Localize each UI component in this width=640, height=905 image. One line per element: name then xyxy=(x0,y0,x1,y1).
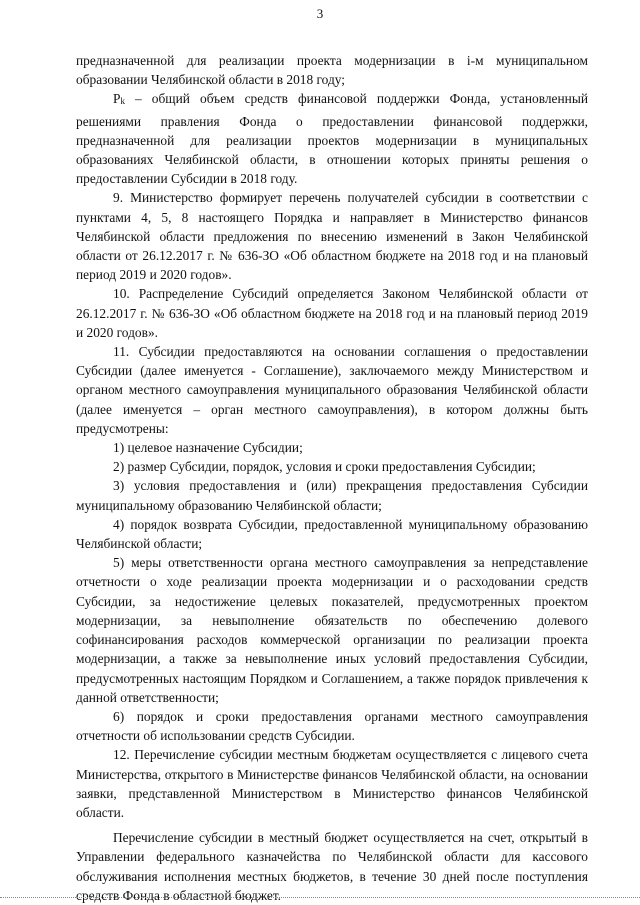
list-item-5: 5) меры ответственности органа местного самоуправления за непредставление отчетности о ходе реализации проекта модернизации и о расходовании средств Субсидии, за недостижение целевых показателей, предусмотренных проектом модернизации, за невыполнение обязательств по обеспечению долевого софинансирования расходов коммерческой организации по реализации проекта модернизации, а также за невыполнение иных условий предоставления Субсидии, предусмотренных настоящим Порядком и Соглашением, а также порядок привлечения к данной ответственности; xyxy=(76,555,588,705)
paragraph-item-11: 11. Субсидии предоставляются на основании соглашения о предоставлении Субсидии (далее именуется - Соглашение), заключаемого между Министерством и органом местного самоуправления муниципального образования Челябинской области (далее именуется – орган местного самоуправления), в котором должны быть предусмотрены: xyxy=(76,344,588,436)
paragraph-item-9: 9. Министерство формирует перечень получателей субсидии в соответствии с пунктами 4, 5, 8 настоящего Порядка и направляет в Министерство финансов Челябинской области предложения по внесению изменений в Закон Челябинской области от 26.12.2017 г. № 636-ЗО «Об областном бюджете на 2018 год и на плановый период 2019 и 2020 годов». xyxy=(76,190,588,283)
list-item-6: 6) порядок и сроки предоставления органами местного самоуправления отчетности об использовании средств Субсидии. xyxy=(76,708,588,744)
definition-text: – общий объем средств финансовой поддержки Фонда, установленный решениями правления Фонда о предоставлении финансовой поддержки, предназначенной для реализации проектов модернизации в муниципальных образованиях Челябинской области, в отношении которых приняты решения о предоставлении Субсидии в 2018 году. xyxy=(76,91,588,187)
symbol-p: P xyxy=(113,91,121,107)
paragraph-item-12: 12. Перечисление субсидии местным бюджетам осуществляется с лицевого счета Министерства, открытого в Министерстве финансов Челябинской области, на основании заявки, представленной Министерством в Министерство финансов Челябинской области. xyxy=(76,747,588,820)
symbol-subscript: k xyxy=(120,96,125,107)
list-item-3: 3) условия предоставления и (или) прекращения предоставления Субсидии муниципальному образованию Челябинской области; xyxy=(76,478,588,513)
paragraph-item-10: 10. Распределение Субсидий определяется Законом Челябинской области от 26.12.2017 г. № 636-ЗО «Об областном бюджете на 2018 год и на плановый период 2019 и 2020 годов». xyxy=(76,286,588,340)
page-number: 3 xyxy=(316,6,324,21)
list-item-2: 2) размер Субсидии, порядок, условия и сроки предоставления Субсидии; xyxy=(113,459,536,475)
paragraph-continuation: предназначенной для реализации проекта модернизации в i-м муниципальном образовании Челябинской области в 2018 году; xyxy=(76,53,588,88)
list-item-1: 1) целевое назначение Субсидии; xyxy=(113,440,303,456)
paragraph-definition-pk xyxy=(76,89,588,188)
paragraph-transfer: Перечисление субсидии в местный бюджет осуществляется на счет, открытый в Управлении федерального казначейства по Челябинской области для кассового обслуживания исполнения местных бюджетов, в течение 30 дней после поступления средств Фонда в областной бюджет. xyxy=(76,830,588,903)
document-body xyxy=(76,51,588,905)
list-item-4: 4) порядок возврата Субсидии, предоставленной муниципальному образованию Челябинской области; xyxy=(76,516,588,552)
footer-divider xyxy=(0,897,640,898)
